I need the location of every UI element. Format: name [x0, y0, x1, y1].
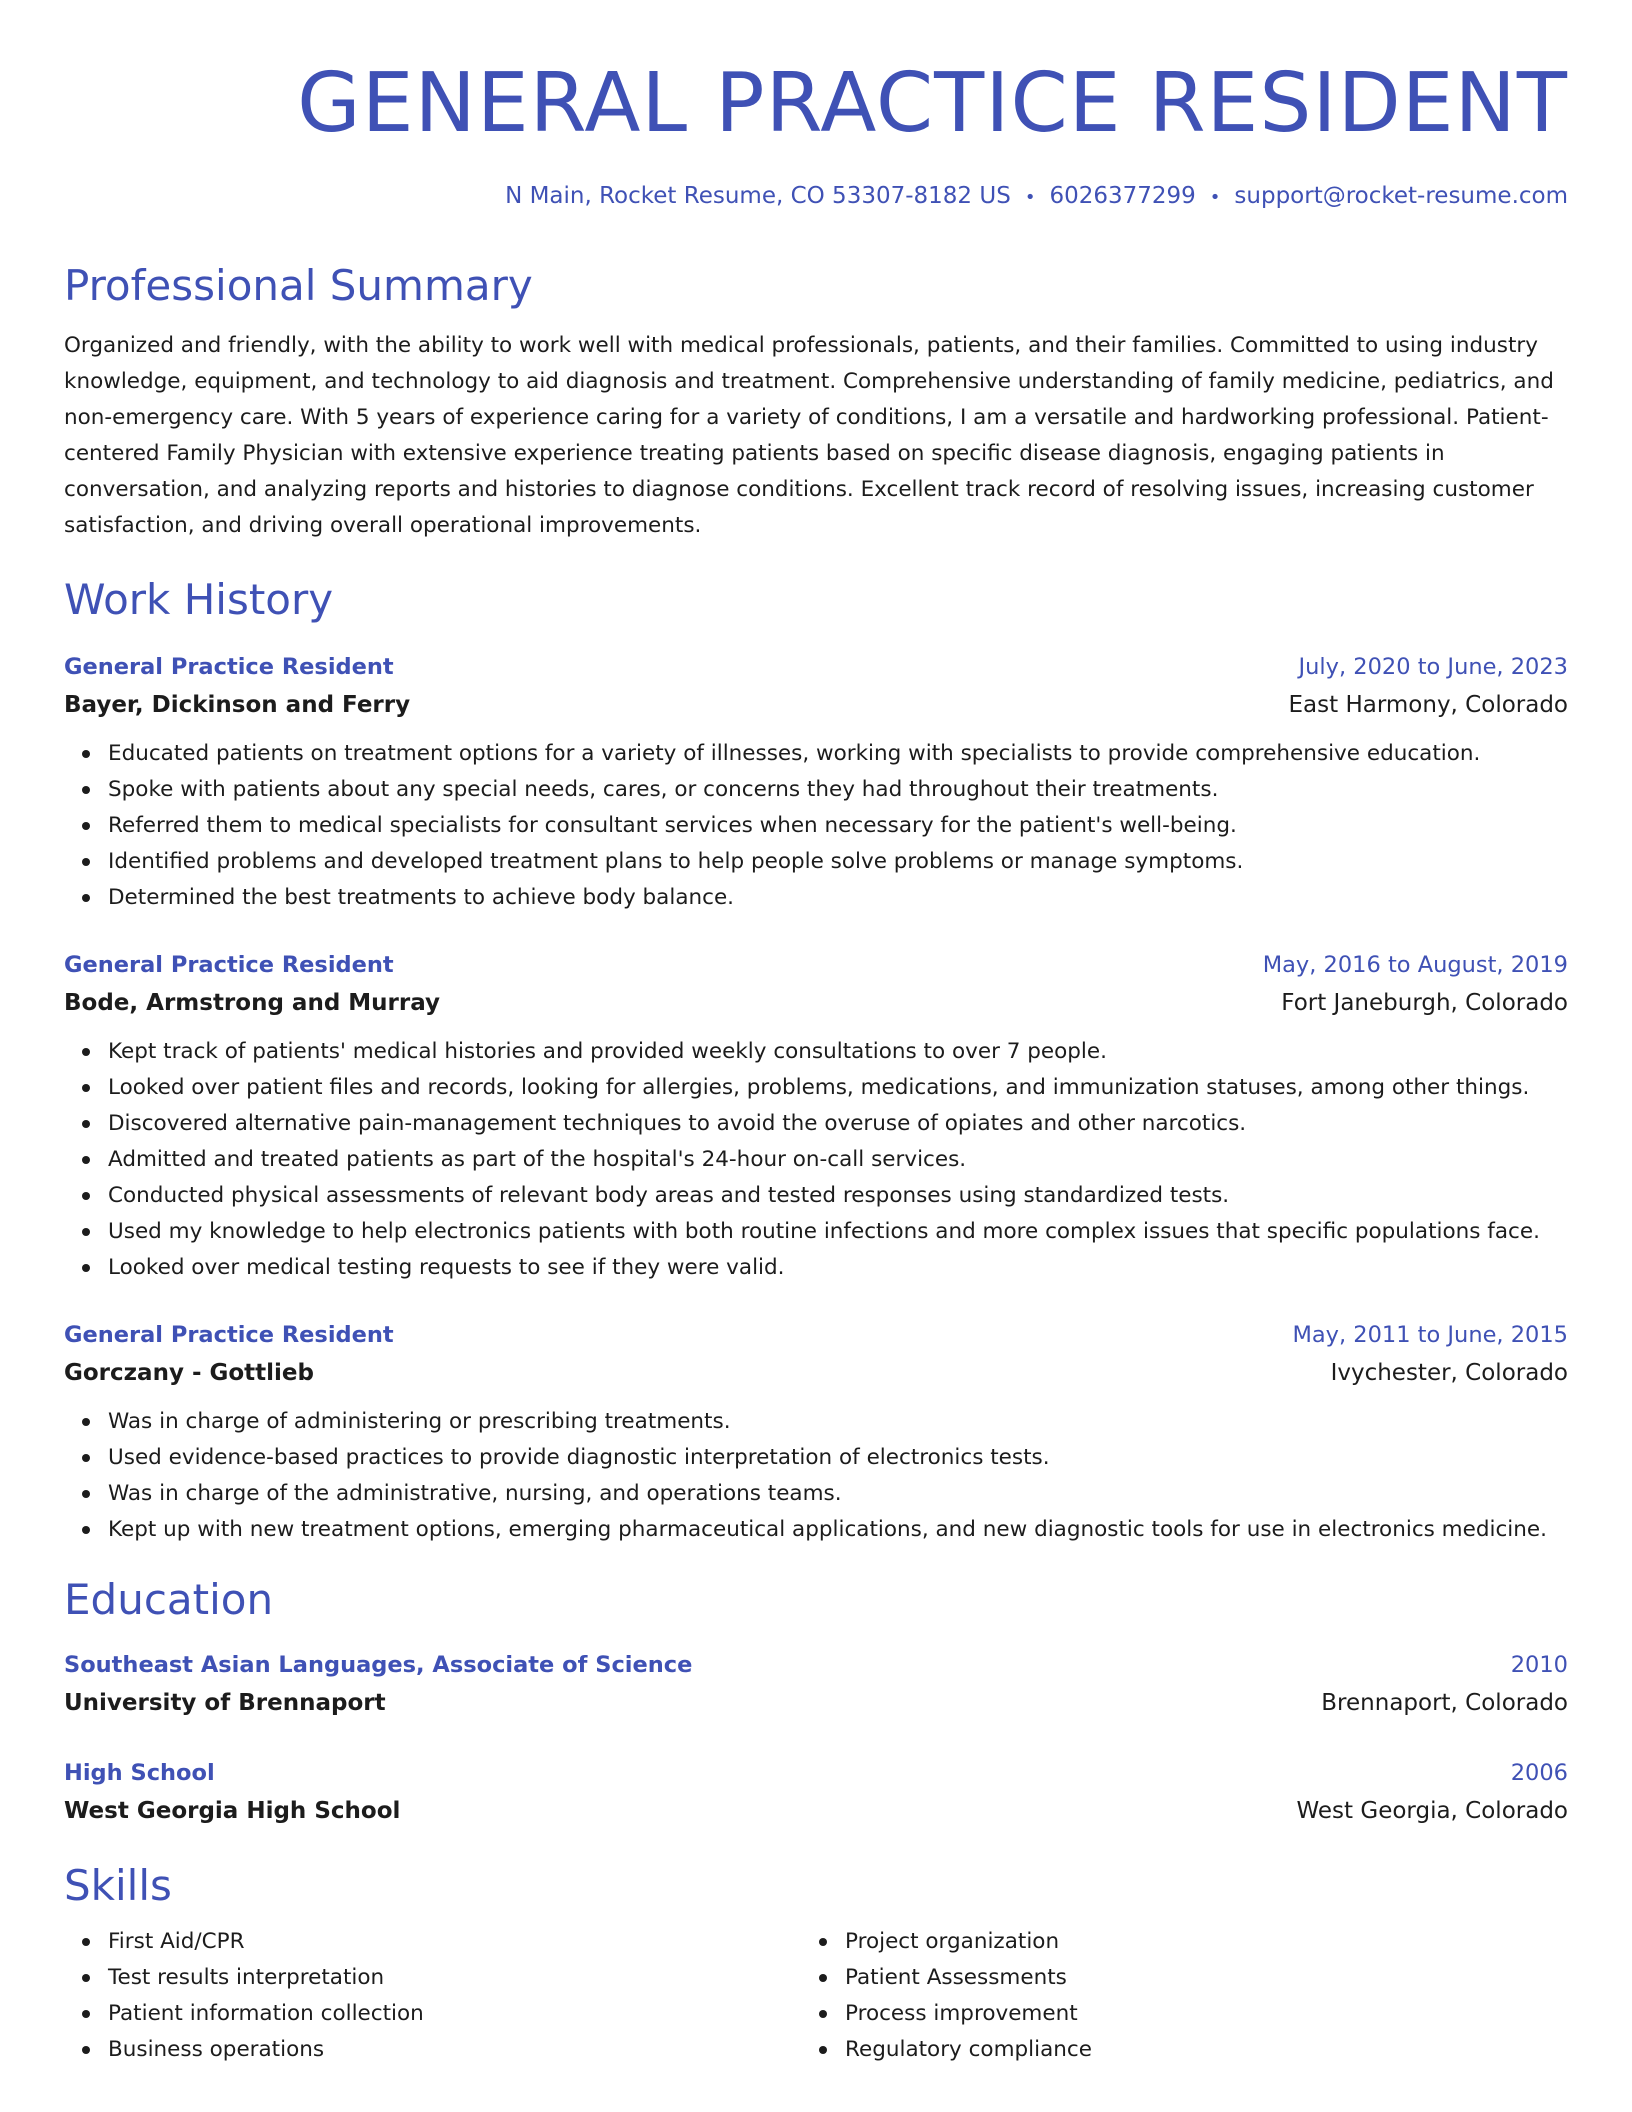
contact-separator: •: [1024, 187, 1036, 208]
job-dates: May, 2016 to August, 2019: [1262, 952, 1568, 978]
work-entry-subheader: [64, 984, 1568, 1022]
skills-grid: [64, 1924, 1568, 2068]
work-entry: [64, 1316, 1568, 1548]
job-bullet: Kept track of patients' medical histories and provided weekly consultations to over 7 people.: [64, 1034, 1568, 1070]
job-bullet: Looked over medical testing requests to see if they were valid.: [64, 1250, 1568, 1286]
job-role: General Practice Resident: [64, 952, 394, 978]
education-degree: Southeast Asian Languages, Associate of Science: [64, 1652, 693, 1678]
education-year: 2006: [1510, 1760, 1568, 1786]
contact-address: N Main, Rocket Resume, CO 53307-8182 US: [505, 183, 1011, 209]
job-employer: Bode, Armstrong and Murray: [64, 990, 441, 1016]
skill-item: Patient Assessments: [801, 1960, 1538, 1996]
education-location: West Georgia, Colorado: [1296, 1798, 1568, 1824]
section-title-education: Education: [64, 1575, 274, 1624]
skills-column-right: [801, 1924, 1538, 2068]
work-entry-header: [64, 946, 1568, 984]
education-entry-subheader: [64, 1792, 1568, 1830]
skill-item: Business operations: [64, 2032, 801, 2068]
education-entry-subheader: [64, 1684, 1568, 1722]
section-title-work-history: Work History: [64, 575, 334, 624]
job-bullet: Was in charge of administering or prescribing treatments.: [64, 1404, 1568, 1440]
work-entry-subheader: [64, 1354, 1568, 1392]
summary-text: Organized and friendly, with the ability to work well with medical professionals, patients, and their families. Committed to using industry knowledge, equipment, and technology to aid diagnosis and treatment. Comprehensive understanding of family medicine, pediatrics, and non-emergency care. With 5 years of experience caring for a variety of conditions, I am a versatile and hardworking professional. Patient-centered Family Physician with extensive experience treating patients based on specific disease diagnosis, engaging patients in conversation, and analyzing reports and histories to diagnose conditions. Excellent track record of resolving issues, increasing customer satisfaction, and driving overall operational improvements.: [64, 333, 1554, 538]
contact-separator: •: [1209, 187, 1221, 208]
job-role: General Practice Resident: [64, 1322, 394, 1348]
education-location: Brennaport, Colorado: [1321, 1690, 1568, 1716]
job-bullet: Referred them to medical specialists for consultant services when necessary for the patient's well-being.: [64, 808, 1568, 844]
job-employer: Bayer, Dickinson and Ferry: [64, 692, 411, 718]
education-degree: High School: [64, 1760, 215, 1786]
job-bullet: Used my knowledge to help electronics patients with both routine infections and more complex issues that specific populations face.: [64, 1214, 1568, 1250]
job-bullet: Was in charge of the administrative, nursing, and operations teams.: [64, 1476, 1568, 1512]
job-bullet: Discovered alternative pain-management techniques to avoid the overuse of opiates and other narcotics.: [64, 1106, 1568, 1142]
job-bullet: Spoke with patients about any special needs, cares, or concerns they had throughout their treatments.: [64, 772, 1568, 808]
work-entry-header: [64, 1316, 1568, 1354]
job-bullet: Educated patients on treatment options for a variety of illnesses, working with specialists to provide comprehensive education.: [64, 736, 1568, 772]
job-employer: Gorczany - Gottlieb: [64, 1360, 314, 1386]
job-bullet: Conducted physical assessments of relevant body areas and tested responses using standardized tests.: [64, 1178, 1568, 1214]
education-entry: [64, 1754, 1568, 1830]
skill-item: Test results interpretation: [64, 1960, 801, 1996]
job-location: Ivychester, Colorado: [1330, 1360, 1568, 1386]
work-entry-subheader: [64, 686, 1568, 724]
skill-item: Process improvement: [801, 1996, 1538, 2032]
section-title-skills: Skills: [64, 1861, 172, 1910]
skills-column-left: [64, 1924, 801, 2068]
job-bullet: Used evidence-based practices to provide diagnostic interpretation of electronics tests.: [64, 1440, 1568, 1476]
skill-item: Regulatory compliance: [801, 2032, 1538, 2068]
skill-item: First Aid/CPR: [64, 1924, 801, 1960]
resume-header: [64, 54, 1568, 214]
contact-phone: 6026377299: [1049, 183, 1196, 209]
skill-item: Project organization: [801, 1924, 1538, 1960]
education-entry-header: [64, 1754, 1568, 1792]
job-bullet: Admitted and treated patients as part of the hospital's 24-hour on-call services.: [64, 1142, 1568, 1178]
work-entry-header: [64, 648, 1568, 686]
education-entry-header: [64, 1646, 1568, 1684]
work-entry: [64, 648, 1568, 916]
education-entry: [64, 1646, 1568, 1722]
job-location: Fort Janeburgh, Colorado: [1281, 990, 1568, 1016]
education-school: West Georgia High School: [64, 1798, 401, 1824]
job-location: East Harmony, Colorado: [1288, 692, 1568, 718]
work-entry: [64, 946, 1568, 1286]
section-title-summary: Professional Summary: [64, 261, 533, 310]
job-bullet: Looked over patient files and records, looking for allergies, problems, medications, and immunization statuses, among other things.: [64, 1070, 1568, 1106]
job-bullet: Kept up with new treatment options, emerging pharmaceutical applications, and new diagnostic tools for use in electronics medicine.: [64, 1512, 1568, 1548]
job-bullet-list: [64, 1034, 1568, 1286]
job-bullet: Determined the best treatments to achieve body balance.: [64, 880, 1568, 916]
education-year: 2010: [1510, 1652, 1568, 1678]
skill-item: Patient information collection: [64, 1996, 801, 2032]
job-dates: July, 2020 to June, 2023: [1298, 654, 1568, 680]
job-role: General Practice Resident: [64, 654, 394, 680]
job-dates: May, 2011 to June, 2015: [1292, 1322, 1568, 1348]
contact-line: [64, 180, 1568, 214]
education-school: University of Brennaport: [64, 1690, 386, 1716]
candidate-title: GENERAL PRACTICE RESIDENT: [297, 56, 1568, 151]
job-bullet: Identified problems and developed treatment plans to help people solve problems or manage symptoms.: [64, 844, 1568, 880]
job-bullet-list: [64, 736, 1568, 916]
job-bullet-list: [64, 1404, 1568, 1548]
contact-email: support@rocket-resume.com: [1234, 183, 1568, 209]
